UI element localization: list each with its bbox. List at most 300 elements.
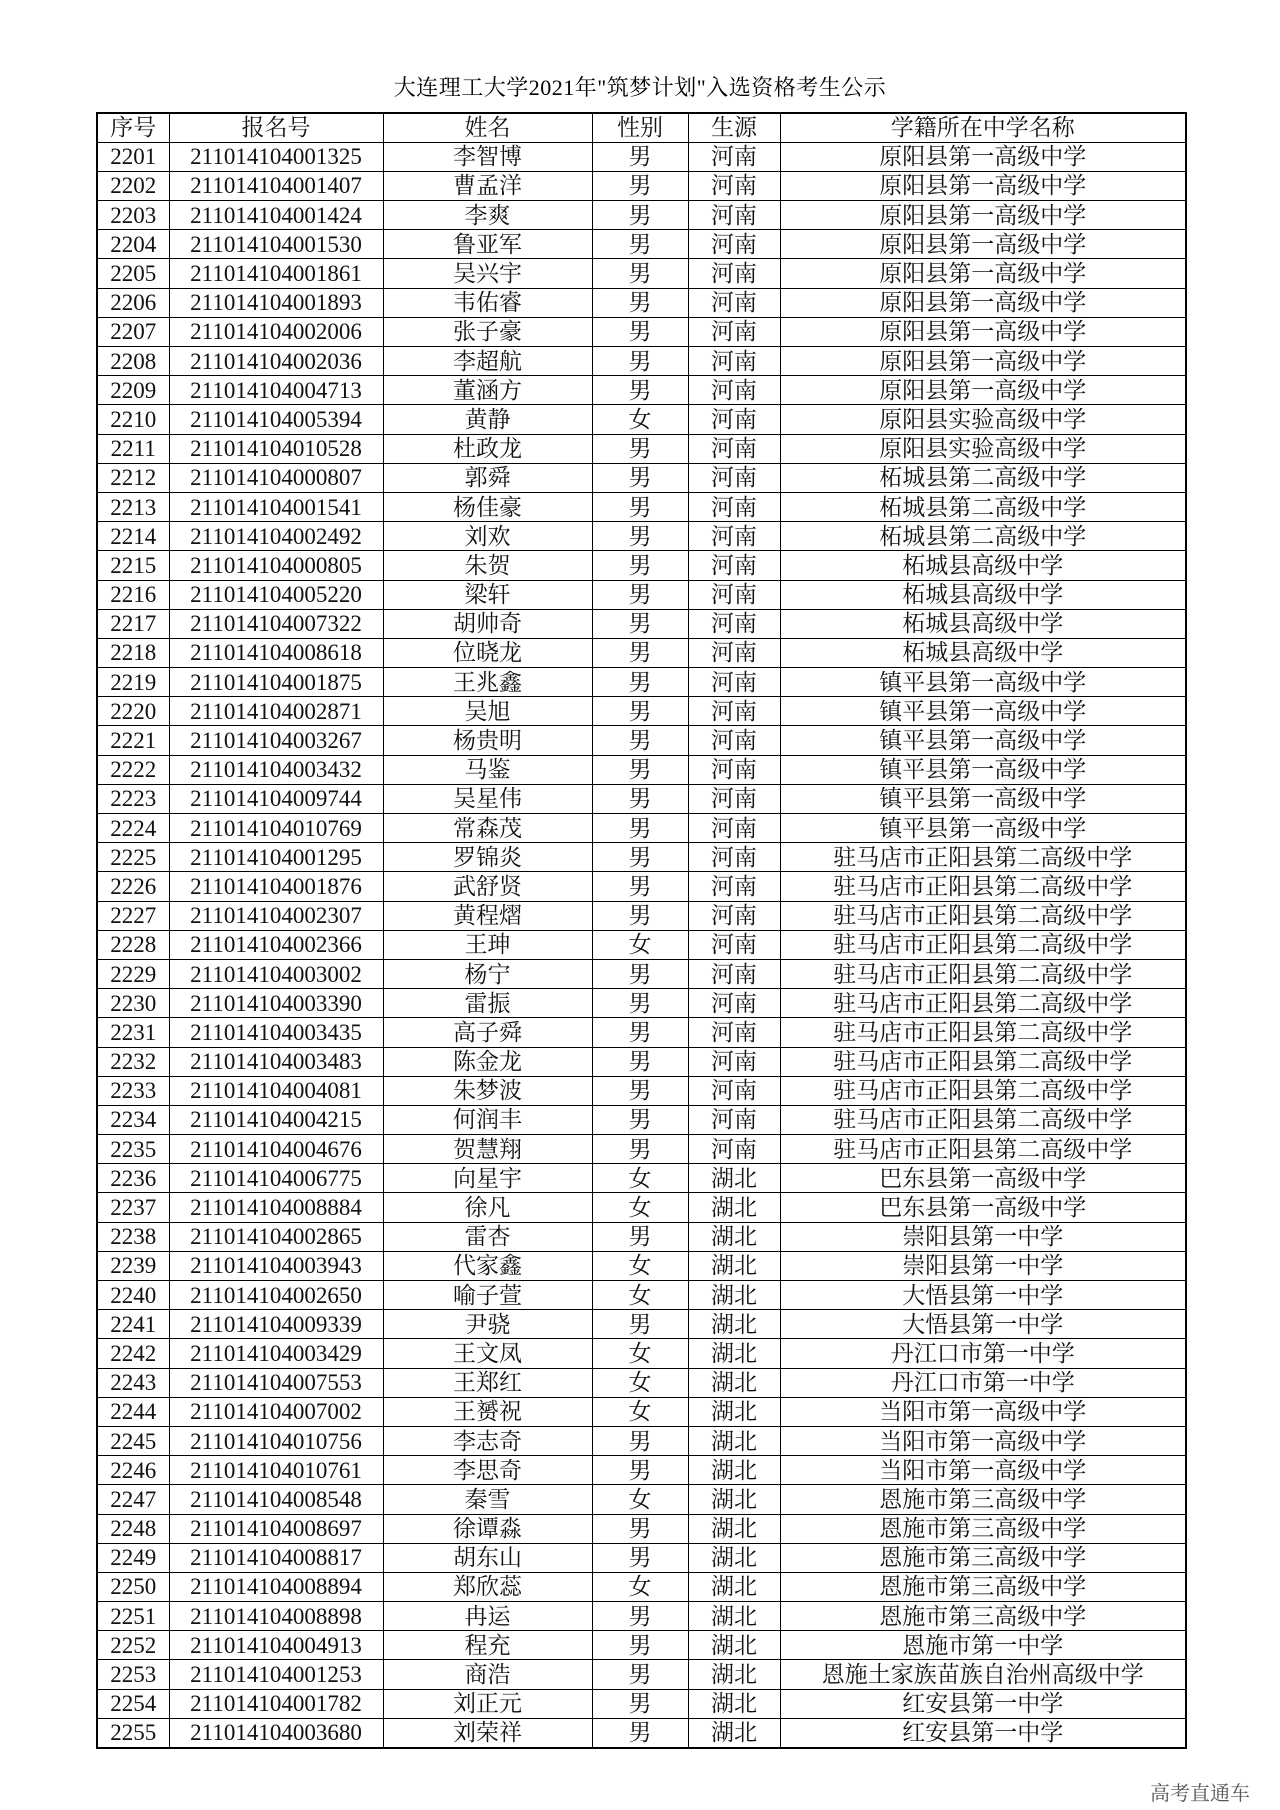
- cell-serial-number: 2212: [97, 463, 169, 492]
- cell-name: 高子舜: [383, 1018, 592, 1047]
- cell-registration-number: 211014104009339: [169, 1310, 383, 1339]
- table-row: [97, 726, 1186, 755]
- cell-serial-number: 2246: [97, 1456, 169, 1485]
- table-row: [97, 1397, 1186, 1426]
- table-row: [97, 1543, 1186, 1572]
- cell-origin: 河南: [688, 726, 780, 755]
- cell-school: 驻马店市正阳县第二高级中学: [780, 872, 1186, 901]
- cell-name: 秦雪: [383, 1485, 592, 1514]
- table-row: [97, 814, 1186, 843]
- cell-name: 商浩: [383, 1660, 592, 1689]
- cell-gender: 女: [592, 930, 688, 959]
- cell-serial-number: 2214: [97, 522, 169, 551]
- cell-serial-number: 2208: [97, 347, 169, 376]
- cell-school: 柘城县第二高级中学: [780, 492, 1186, 521]
- cell-gender: 男: [592, 1076, 688, 1105]
- cell-school: 恩施市第三高级中学: [780, 1602, 1186, 1631]
- cell-name: 王兆鑫: [383, 668, 592, 697]
- cell-name: 王赟祝: [383, 1397, 592, 1426]
- cell-serial-number: 2213: [97, 492, 169, 521]
- cell-origin: 河南: [688, 492, 780, 521]
- cell-origin: 湖北: [688, 1397, 780, 1426]
- cell-serial-number: 2224: [97, 814, 169, 843]
- cell-name: 胡帅奇: [383, 609, 592, 638]
- table-row: [97, 959, 1186, 988]
- cell-registration-number: 211014104002307: [169, 901, 383, 930]
- header-registration-number: 报名号: [169, 113, 383, 142]
- table-row: [97, 901, 1186, 930]
- cell-registration-number: 211014104001530: [169, 230, 383, 259]
- table-row: [97, 1602, 1186, 1631]
- table-row: [97, 1047, 1186, 1076]
- cell-school: 镇平县第一高级中学: [780, 755, 1186, 784]
- cell-school: 当阳市第一高级中学: [780, 1456, 1186, 1485]
- cell-gender: 女: [592, 1193, 688, 1222]
- cell-name: 黄静: [383, 405, 592, 434]
- cell-serial-number: 2234: [97, 1105, 169, 1134]
- cell-school: 大悟县第一中学: [780, 1310, 1186, 1339]
- cell-origin: 河南: [688, 1105, 780, 1134]
- cell-name: 李智博: [383, 142, 592, 171]
- table-row: [97, 989, 1186, 1018]
- cell-origin: 河南: [688, 580, 780, 609]
- cell-school: 镇平县第一高级中学: [780, 668, 1186, 697]
- candidate-table: [96, 112, 1187, 1749]
- cell-gender: 女: [592, 1164, 688, 1193]
- cell-name: 贺慧翔: [383, 1135, 592, 1164]
- cell-origin: 河南: [688, 638, 780, 667]
- table-row: [97, 1281, 1186, 1310]
- cell-name: 何润丰: [383, 1105, 592, 1134]
- cell-origin: 河南: [688, 434, 780, 463]
- cell-gender: 男: [592, 1631, 688, 1660]
- cell-school: 巴东县第一高级中学: [780, 1164, 1186, 1193]
- cell-origin: 河南: [688, 1047, 780, 1076]
- table-row: [97, 784, 1186, 813]
- table-row: [97, 551, 1186, 580]
- cell-serial-number: 2227: [97, 901, 169, 930]
- cell-serial-number: 2230: [97, 989, 169, 1018]
- table-row: [97, 1368, 1186, 1397]
- cell-origin: 湖北: [688, 1543, 780, 1572]
- cell-gender: 女: [592, 1281, 688, 1310]
- cell-gender: 男: [592, 726, 688, 755]
- cell-serial-number: 2249: [97, 1543, 169, 1572]
- cell-school: 镇平县第一高级中学: [780, 814, 1186, 843]
- cell-registration-number: 211014104005220: [169, 580, 383, 609]
- cell-name: 杨贵明: [383, 726, 592, 755]
- table-row: [97, 1485, 1186, 1514]
- cell-gender: 男: [592, 522, 688, 551]
- table-row: [97, 142, 1186, 171]
- cell-serial-number: 2245: [97, 1426, 169, 1455]
- cell-registration-number: 211014104003390: [169, 989, 383, 1018]
- cell-origin: 湖北: [688, 1164, 780, 1193]
- cell-origin: 湖北: [688, 1602, 780, 1631]
- cell-registration-number: 211014104003002: [169, 959, 383, 988]
- cell-origin: 河南: [688, 872, 780, 901]
- cell-school: 驻马店市正阳县第二高级中学: [780, 843, 1186, 872]
- cell-origin: 河南: [688, 171, 780, 200]
- cell-serial-number: 2232: [97, 1047, 169, 1076]
- cell-registration-number: 211014104004215: [169, 1105, 383, 1134]
- cell-registration-number: 211014104001407: [169, 171, 383, 200]
- cell-origin: 湖北: [688, 1193, 780, 1222]
- cell-name: 位晓龙: [383, 638, 592, 667]
- cell-name: 董涵方: [383, 376, 592, 405]
- cell-name: 吴旭: [383, 697, 592, 726]
- cell-gender: 男: [592, 901, 688, 930]
- cell-school: 红安县第一中学: [780, 1718, 1186, 1747]
- cell-serial-number: 2219: [97, 668, 169, 697]
- cell-gender: 男: [592, 1018, 688, 1047]
- cell-school: 原阳县第一高级中学: [780, 288, 1186, 317]
- cell-serial-number: 2225: [97, 843, 169, 872]
- cell-school: 丹江口市第一中学: [780, 1368, 1186, 1397]
- cell-gender: 男: [592, 609, 688, 638]
- cell-serial-number: 2207: [97, 317, 169, 346]
- cell-serial-number: 2203: [97, 201, 169, 230]
- cell-school: 原阳县实验高级中学: [780, 434, 1186, 463]
- cell-registration-number: 211014104001295: [169, 843, 383, 872]
- cell-serial-number: 2250: [97, 1572, 169, 1601]
- cell-serial-number: 2239: [97, 1251, 169, 1280]
- table-row: [97, 843, 1186, 872]
- cell-serial-number: 2220: [97, 697, 169, 726]
- cell-name: 胡东山: [383, 1543, 592, 1572]
- table-row: [97, 697, 1186, 726]
- table-row: [97, 930, 1186, 959]
- cell-registration-number: 211014104004913: [169, 1631, 383, 1660]
- cell-registration-number: 211014104002366: [169, 930, 383, 959]
- cell-registration-number: 211014104008548: [169, 1485, 383, 1514]
- cell-registration-number: 211014104003483: [169, 1047, 383, 1076]
- cell-school: 恩施市第一中学: [780, 1631, 1186, 1660]
- table-row: [97, 872, 1186, 901]
- cell-serial-number: 2205: [97, 259, 169, 288]
- cell-registration-number: 211014104003435: [169, 1018, 383, 1047]
- table-row: [97, 1251, 1186, 1280]
- cell-registration-number: 211014104008894: [169, 1572, 383, 1601]
- cell-registration-number: 211014104004081: [169, 1076, 383, 1105]
- cell-registration-number: 211014104008618: [169, 638, 383, 667]
- cell-name: 陈金龙: [383, 1047, 592, 1076]
- cell-registration-number: 211014104004713: [169, 376, 383, 405]
- cell-origin: 湖北: [688, 1310, 780, 1339]
- cell-school: 恩施市第三高级中学: [780, 1514, 1186, 1543]
- cell-origin: 河南: [688, 1135, 780, 1164]
- cell-registration-number: 211014104008817: [169, 1543, 383, 1572]
- cell-gender: 女: [592, 405, 688, 434]
- cell-gender: 男: [592, 463, 688, 492]
- table-row: [97, 1660, 1186, 1689]
- cell-name: 朱贺: [383, 551, 592, 580]
- cell-origin: 河南: [688, 755, 780, 784]
- cell-registration-number: 211014104001893: [169, 288, 383, 317]
- cell-origin: 河南: [688, 259, 780, 288]
- cell-serial-number: 2206: [97, 288, 169, 317]
- cell-gender: 男: [592, 989, 688, 1018]
- cell-name: 徐凡: [383, 1193, 592, 1222]
- cell-name: 郭舜: [383, 463, 592, 492]
- cell-school: 原阳县第一高级中学: [780, 230, 1186, 259]
- cell-name: 韦佑睿: [383, 288, 592, 317]
- cell-gender: 男: [592, 201, 688, 230]
- cell-gender: 男: [592, 1689, 688, 1718]
- cell-origin: 河南: [688, 1018, 780, 1047]
- cell-school: 恩施市第三高级中学: [780, 1543, 1186, 1572]
- cell-name: 鲁亚军: [383, 230, 592, 259]
- cell-registration-number: 211014104008898: [169, 1602, 383, 1631]
- table-row: [97, 638, 1186, 667]
- cell-gender: 男: [592, 1718, 688, 1747]
- cell-name: 李爽: [383, 201, 592, 230]
- cell-name: 刘荣祥: [383, 1718, 592, 1747]
- cell-serial-number: 2251: [97, 1602, 169, 1631]
- cell-gender: 男: [592, 697, 688, 726]
- cell-gender: 男: [592, 1456, 688, 1485]
- table-row: [97, 288, 1186, 317]
- cell-name: 马鉴: [383, 755, 592, 784]
- watermark: 高考直通车: [1150, 1781, 1250, 1805]
- cell-school: 驻马店市正阳县第二高级中学: [780, 901, 1186, 930]
- cell-name: 郑欣蕊: [383, 1572, 592, 1601]
- cell-school: 柘城县第二高级中学: [780, 463, 1186, 492]
- cell-gender: 男: [592, 755, 688, 784]
- cell-gender: 男: [592, 959, 688, 988]
- cell-school: 驻马店市正阳县第二高级中学: [780, 930, 1186, 959]
- cell-name: 杜政龙: [383, 434, 592, 463]
- cell-origin: 河南: [688, 347, 780, 376]
- cell-serial-number: 2222: [97, 755, 169, 784]
- cell-registration-number: 211014104010756: [169, 1426, 383, 1455]
- cell-serial-number: 2255: [97, 1718, 169, 1747]
- cell-registration-number: 211014104003429: [169, 1339, 383, 1368]
- cell-registration-number: 211014104000805: [169, 551, 383, 580]
- cell-name: 徐谭淼: [383, 1514, 592, 1543]
- cell-name: 常森茂: [383, 814, 592, 843]
- cell-origin: 河南: [688, 901, 780, 930]
- cell-registration-number: 211014104002006: [169, 317, 383, 346]
- cell-origin: 河南: [688, 959, 780, 988]
- cell-school: 丹江口市第一中学: [780, 1339, 1186, 1368]
- cell-origin: 河南: [688, 697, 780, 726]
- table-row: [97, 201, 1186, 230]
- cell-origin: 河南: [688, 930, 780, 959]
- table-row: [97, 347, 1186, 376]
- cell-origin: 河南: [688, 317, 780, 346]
- cell-name: 朱梦波: [383, 1076, 592, 1105]
- cell-serial-number: 2240: [97, 1281, 169, 1310]
- cell-gender: 男: [592, 1310, 688, 1339]
- cell-origin: 湖北: [688, 1572, 780, 1601]
- cell-name: 刘欢: [383, 522, 592, 551]
- cell-registration-number: 211014104007002: [169, 1397, 383, 1426]
- cell-serial-number: 2253: [97, 1660, 169, 1689]
- cell-origin: 湖北: [688, 1456, 780, 1485]
- cell-school: 柘城县高级中学: [780, 551, 1186, 580]
- table-row: [97, 1105, 1186, 1134]
- cell-name: 吴兴宇: [383, 259, 592, 288]
- cell-name: 向星宇: [383, 1164, 592, 1193]
- cell-name: 冉运: [383, 1602, 592, 1631]
- cell-school: 原阳县第一高级中学: [780, 142, 1186, 171]
- cell-gender: 女: [592, 1368, 688, 1397]
- table-header-row: [97, 113, 1186, 142]
- cell-gender: 男: [592, 376, 688, 405]
- cell-registration-number: 211014104003943: [169, 1251, 383, 1280]
- cell-school: 当阳市第一高级中学: [780, 1426, 1186, 1455]
- cell-school: 驻马店市正阳县第二高级中学: [780, 1076, 1186, 1105]
- cell-origin: 湖北: [688, 1339, 780, 1368]
- cell-name: 曹孟洋: [383, 171, 592, 200]
- cell-serial-number: 2237: [97, 1193, 169, 1222]
- cell-gender: 男: [592, 142, 688, 171]
- cell-school: 柘城县高级中学: [780, 638, 1186, 667]
- cell-origin: 河南: [688, 142, 780, 171]
- cell-serial-number: 2226: [97, 872, 169, 901]
- cell-registration-number: 211014104001875: [169, 668, 383, 697]
- cell-origin: 湖北: [688, 1251, 780, 1280]
- cell-name: 杨佳豪: [383, 492, 592, 521]
- cell-serial-number: 2243: [97, 1368, 169, 1397]
- cell-registration-number: 211014104007553: [169, 1368, 383, 1397]
- cell-serial-number: 2216: [97, 580, 169, 609]
- cell-school: 恩施市第三高级中学: [780, 1485, 1186, 1514]
- cell-serial-number: 2210: [97, 405, 169, 434]
- cell-origin: 河南: [688, 784, 780, 813]
- cell-registration-number: 211014104001541: [169, 492, 383, 521]
- cell-serial-number: 2244: [97, 1397, 169, 1426]
- cell-serial-number: 2215: [97, 551, 169, 580]
- table-row: [97, 522, 1186, 551]
- cell-gender: 男: [592, 668, 688, 697]
- table-row: [97, 609, 1186, 638]
- cell-serial-number: 2252: [97, 1631, 169, 1660]
- cell-registration-number: 211014104010769: [169, 814, 383, 843]
- cell-name: 梁轩: [383, 580, 592, 609]
- cell-origin: 河南: [688, 989, 780, 1018]
- cell-name: 张子豪: [383, 317, 592, 346]
- cell-origin: 湖北: [688, 1718, 780, 1747]
- cell-serial-number: 2201: [97, 142, 169, 171]
- cell-serial-number: 2242: [97, 1339, 169, 1368]
- cell-registration-number: 211014104002492: [169, 522, 383, 551]
- cell-origin: 河南: [688, 230, 780, 259]
- table-row: [97, 376, 1186, 405]
- cell-school: 镇平县第一高级中学: [780, 697, 1186, 726]
- cell-school: 原阳县实验高级中学: [780, 405, 1186, 434]
- page-title: 大连理工大学2021年"筑梦计划"入选资格考生公示: [393, 75, 887, 100]
- table-row: [97, 1222, 1186, 1251]
- cell-school: 恩施市第三高级中学: [780, 1572, 1186, 1601]
- cell-gender: 男: [592, 259, 688, 288]
- cell-origin: 湖北: [688, 1222, 780, 1251]
- cell-school: 原阳县第一高级中学: [780, 347, 1186, 376]
- cell-registration-number: 211014104002650: [169, 1281, 383, 1310]
- cell-name: 王文凤: [383, 1339, 592, 1368]
- table-row: [97, 1193, 1186, 1222]
- cell-gender: 女: [592, 1397, 688, 1426]
- cell-school: 崇阳县第一中学: [780, 1251, 1186, 1280]
- table-row: [97, 171, 1186, 200]
- table-row: [97, 1631, 1186, 1660]
- cell-registration-number: 211014104003680: [169, 1718, 383, 1747]
- cell-origin: 湖北: [688, 1281, 780, 1310]
- cell-registration-number: 211014104001782: [169, 1689, 383, 1718]
- cell-registration-number: 211014104001424: [169, 201, 383, 230]
- cell-name: 王郑红: [383, 1368, 592, 1397]
- table-row: [97, 434, 1186, 463]
- cell-gender: 男: [592, 580, 688, 609]
- cell-registration-number: 211014104006775: [169, 1164, 383, 1193]
- cell-gender: 男: [592, 1047, 688, 1076]
- cell-registration-number: 211014104001876: [169, 872, 383, 901]
- table-row: [97, 580, 1186, 609]
- cell-registration-number: 211014104005394: [169, 405, 383, 434]
- cell-name: 程充: [383, 1631, 592, 1660]
- cell-origin: 河南: [688, 843, 780, 872]
- cell-school: 柘城县第二高级中学: [780, 522, 1186, 551]
- cell-serial-number: 2211: [97, 434, 169, 463]
- cell-registration-number: 211014104001325: [169, 142, 383, 171]
- cell-origin: 河南: [688, 201, 780, 230]
- cell-origin: 河南: [688, 463, 780, 492]
- cell-school: 原阳县第一高级中学: [780, 259, 1186, 288]
- cell-gender: 女: [592, 1251, 688, 1280]
- cell-gender: 男: [592, 230, 688, 259]
- cell-gender: 女: [592, 1339, 688, 1368]
- cell-serial-number: 2204: [97, 230, 169, 259]
- cell-gender: 男: [592, 872, 688, 901]
- cell-origin: 河南: [688, 405, 780, 434]
- table-row: [97, 1426, 1186, 1455]
- table-row: [97, 1135, 1186, 1164]
- cell-serial-number: 2247: [97, 1485, 169, 1514]
- cell-school: 大悟县第一中学: [780, 1281, 1186, 1310]
- header-name: 姓名: [383, 113, 592, 142]
- cell-gender: 男: [592, 843, 688, 872]
- cell-registration-number: 211014104001253: [169, 1660, 383, 1689]
- cell-gender: 男: [592, 288, 688, 317]
- cell-gender: 男: [592, 1543, 688, 1572]
- table-row: [97, 1310, 1186, 1339]
- cell-gender: 男: [592, 1135, 688, 1164]
- cell-name: 杨宁: [383, 959, 592, 988]
- cell-origin: 湖北: [688, 1368, 780, 1397]
- cell-name: 黄程熠: [383, 901, 592, 930]
- cell-school: 镇平县第一高级中学: [780, 726, 1186, 755]
- cell-registration-number: 211014104003432: [169, 755, 383, 784]
- cell-school: 柘城县高级中学: [780, 609, 1186, 638]
- cell-name: 刘正元: [383, 1689, 592, 1718]
- header-gender: 性别: [592, 113, 688, 142]
- cell-gender: 男: [592, 814, 688, 843]
- cell-school: 镇平县第一高级中学: [780, 784, 1186, 813]
- table-row: [97, 492, 1186, 521]
- cell-origin: 湖北: [688, 1689, 780, 1718]
- cell-name: 雷振: [383, 989, 592, 1018]
- cell-name: 罗锦炎: [383, 843, 592, 872]
- cell-school: 驻马店市正阳县第二高级中学: [780, 959, 1186, 988]
- cell-registration-number: 211014104010528: [169, 434, 383, 463]
- cell-origin: 河南: [688, 814, 780, 843]
- cell-origin: 河南: [688, 522, 780, 551]
- cell-registration-number: 211014104001861: [169, 259, 383, 288]
- table-row: [97, 317, 1186, 346]
- cell-serial-number: 2231: [97, 1018, 169, 1047]
- cell-school: 原阳县第一高级中学: [780, 317, 1186, 346]
